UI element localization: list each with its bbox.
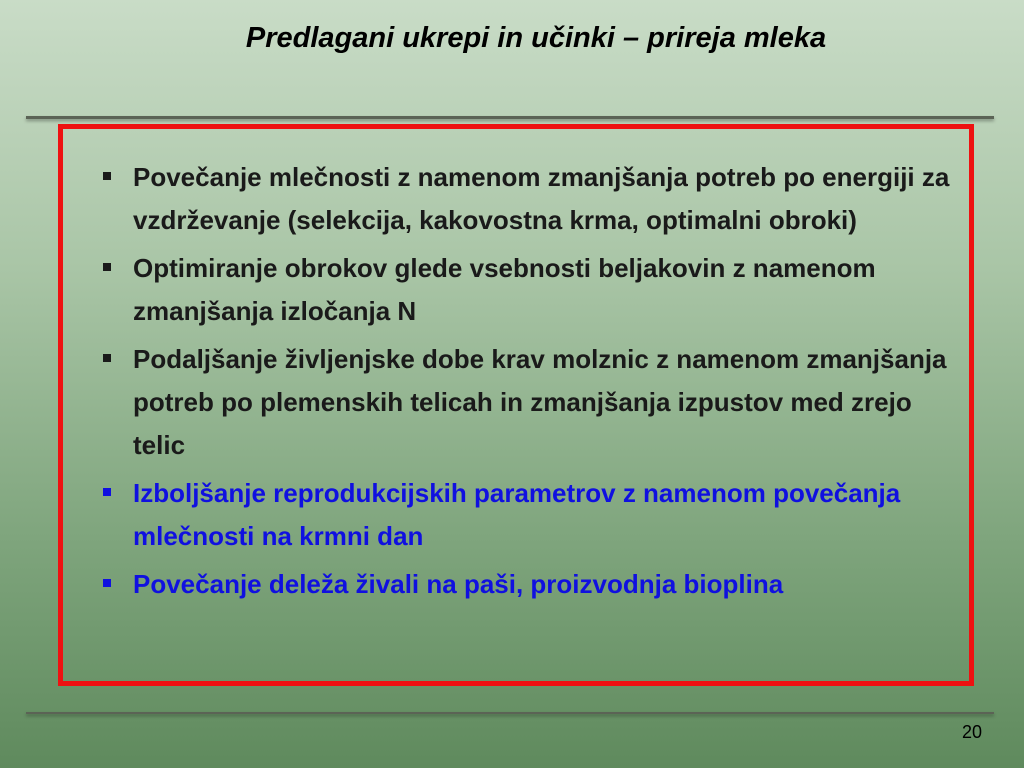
square-bullet-icon [103, 172, 111, 180]
square-bullet-icon [103, 354, 111, 362]
bullet-list [63, 129, 969, 606]
bullet-item [133, 247, 957, 333]
content-box [58, 124, 974, 686]
bullet-item [133, 156, 957, 242]
square-bullet-icon [103, 488, 111, 496]
page-number: 20 [961, 722, 982, 742]
bullet-item [133, 563, 957, 606]
square-bullet-icon [103, 579, 111, 587]
bullet-text: Povečanje mlečnosti z namenom zmanjšanja potreb po energiji za vzdrževanje (selekcija, kakovostna krma, optimalni obroki) [133, 162, 950, 235]
bullet-text: Izboljšanje reprodukcijskih parametrov z namenom povečanja mlečnosti na krmni dan [133, 478, 901, 551]
bullet-text: Povečanje deleža živali na paši, proizvodnja bioplina [133, 569, 784, 599]
bullet-text: Podaljšanje življenjske dobe krav molznic z namenom zmanjšanja potreb po plemenskih telicah in zmanjšanja izpustov med zrejo telic [133, 344, 947, 460]
title-divider [26, 116, 994, 119]
footer-divider [26, 712, 994, 714]
square-bullet-icon [103, 263, 111, 271]
bullet-text: Optimiranje obrokov glede vsebnosti beljakovin z namenom zmanjšanja izločanja N [133, 253, 876, 326]
slide-title: Predlagani ukrepi in učinki – prireja mleka [245, 22, 827, 54]
bullet-item [133, 472, 957, 558]
bullet-item [133, 338, 957, 467]
